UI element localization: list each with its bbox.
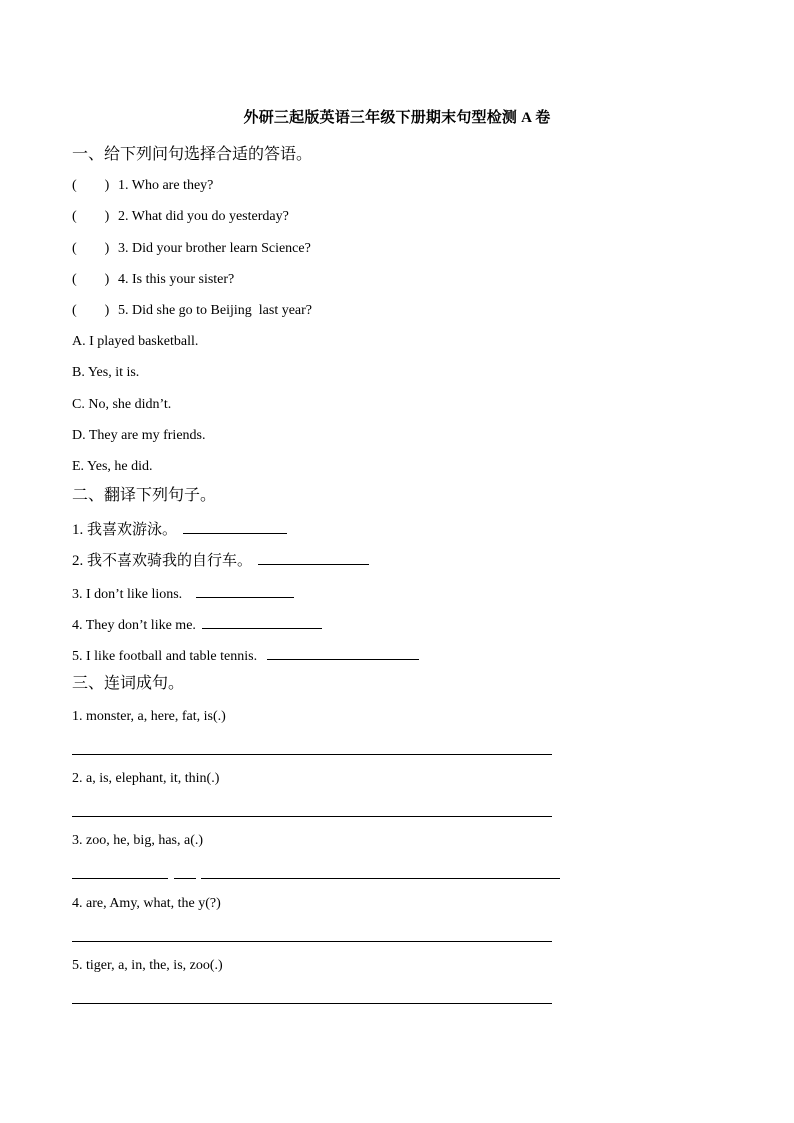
answer-paren[interactable]: ( ) xyxy=(72,272,110,287)
option-item: C. No, she didn’t. xyxy=(72,397,172,412)
reorder-item: 5. tiger, a, in, the, is, zoo(.) xyxy=(72,958,223,973)
question-text: 5. Did she go to Beijing last year? xyxy=(118,303,313,318)
section3-heading: 三、连词成句。 xyxy=(72,675,185,692)
translate-text: 3. I don’t like lions. xyxy=(72,587,183,602)
question-row xyxy=(72,208,289,226)
answer-blank[interactable] xyxy=(183,519,287,534)
question-text: 2. What did you do yesterday? xyxy=(118,209,289,224)
page-title: 外研三起版英语三年级下册期末句型检测 A 卷 xyxy=(243,110,551,126)
translate-text: 4. They don’t like me. xyxy=(72,618,196,633)
answer-blank[interactable] xyxy=(202,614,322,629)
answer-line[interactable] xyxy=(72,754,552,755)
reorder-item: 3. zoo, he, big, has, a(.) xyxy=(72,833,204,848)
option-item: E. Yes, he did. xyxy=(72,459,153,474)
answer-line[interactable] xyxy=(174,878,196,879)
option-item: A. I played basketball. xyxy=(72,334,199,349)
translate-row xyxy=(72,645,419,666)
translate-row xyxy=(72,614,322,635)
answer-blank[interactable] xyxy=(196,583,294,598)
answer-paren[interactable]: ( ) xyxy=(72,241,110,256)
reorder-item: 4. are, Amy, what, the y(?) xyxy=(72,896,221,911)
answer-paren[interactable]: ( ) xyxy=(72,209,110,224)
answer-line[interactable] xyxy=(72,1003,552,1004)
option-item: D. They are my friends. xyxy=(72,428,206,443)
question-row xyxy=(72,271,234,289)
question-row xyxy=(72,302,312,320)
answer-line[interactable] xyxy=(201,878,560,879)
option-item: B. Yes, it is. xyxy=(72,365,140,380)
translate-row xyxy=(72,583,294,604)
section2-heading: 二、翻译下列句子。 xyxy=(72,487,217,504)
translate-text: 1. 我喜欢游泳。 xyxy=(72,522,178,538)
answer-line[interactable] xyxy=(72,941,552,942)
translate-text: 2. 我不喜欢骑我的自行车。 xyxy=(72,553,253,569)
reorder-item: 2. a, is, elephant, it, thin(.) xyxy=(72,771,220,786)
question-text: 1. Who are they? xyxy=(118,178,214,193)
section1-heading: 一、给下列问句选择合适的答语。 xyxy=(72,146,313,163)
question-row xyxy=(72,177,213,195)
answer-blank[interactable] xyxy=(258,550,369,565)
translate-text: 5. I like football and table tennis. xyxy=(72,649,258,664)
answer-line[interactable] xyxy=(72,816,552,817)
answer-line[interactable] xyxy=(72,878,168,879)
answer-blank[interactable] xyxy=(267,645,419,660)
translate-row xyxy=(72,519,287,539)
question-row xyxy=(72,240,311,258)
answer-paren[interactable]: ( ) xyxy=(72,178,110,193)
answer-paren[interactable]: ( ) xyxy=(72,303,110,318)
question-text: 3. Did your brother learn Science? xyxy=(118,241,311,256)
question-text: 4. Is this your sister? xyxy=(118,272,235,287)
reorder-item: 1. monster, a, here, fat, is(.) xyxy=(72,709,226,724)
translate-row xyxy=(72,550,369,570)
